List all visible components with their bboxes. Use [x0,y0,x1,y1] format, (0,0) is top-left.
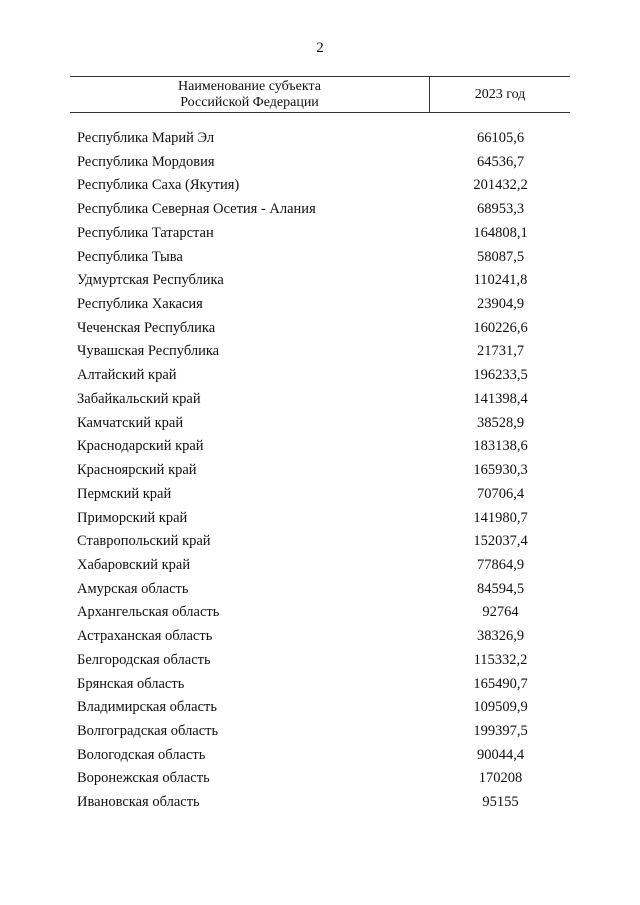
value-2023-cell: 152037,4 [473,533,528,550]
table-row [0,507,640,531]
value-2023-cell: 66105,6 [476,130,525,146]
value-2023-cell: 165930,3 [473,462,528,479]
table-row [0,649,640,673]
region-name-cell: Волгоградская область [77,722,219,739]
table-row [0,198,640,222]
table-row [0,435,640,459]
table-row [0,791,640,815]
value-2023-cell: 21731,7 [476,343,525,360]
table-row [0,222,640,246]
value-2023-cell: 38528,9 [476,414,525,431]
table-row [0,625,640,649]
value-2023-cell: 70706,4 [476,485,525,502]
table-row [0,673,640,697]
table-row [0,269,640,293]
region-name-header-line-2: Российской Федерации [180,95,319,110]
table-row [0,317,640,341]
region-name-cell: Амурская область [77,580,189,597]
value-2023-cell: 141980,7 [473,509,528,526]
value-2023-cell: 196233,5 [473,367,528,384]
table-row [0,174,640,198]
region-name-cell: Пермский край [77,485,172,502]
table-row [0,459,640,483]
value-2023-cell: 58087,5 [476,248,525,265]
value-2023-cell: 77864,9 [476,556,525,573]
value-2023-cell: 38326,9 [476,628,525,645]
region-name-header-line-1: Наименование субъекта [178,79,321,94]
table-row [0,554,640,578]
value-2023-cell: 109509,9 [473,699,528,716]
value-2023-cell: 95155 [482,794,519,811]
table-row [0,578,640,602]
region-name-cell: Республика Хакасия [77,296,203,313]
region-name-cell: Республика Северная Осетия - Алания [77,201,316,218]
value-2023-cell: 165490,7 [473,675,528,692]
table-row [0,744,640,768]
table-row [0,767,640,791]
value-2023-cell: 23904,9 [476,296,525,313]
region-name-cell: Красноярский край [77,462,197,479]
value-2023-cell: 160226,6 [473,319,528,336]
table-row [0,340,640,364]
region-name-cell: Владимирская область [77,699,217,716]
page-number: 2 [316,40,324,56]
value-2023-cell: 141398,4 [473,390,528,407]
value-2023-cell: 199397,5 [473,722,528,739]
value-2023-cell: 170208 [478,770,523,787]
table-row [0,127,640,151]
value-2023-cell: 92764 [482,604,519,621]
table-row [0,720,640,744]
value-2023-cell: 110241,8 [473,272,528,289]
table-row [0,151,640,175]
region-name-cell: Удмуртская Республика [77,272,224,289]
value-2023-cell: 115332,2 [473,651,528,668]
region-name-cell: Краснодарский край [77,438,204,455]
table-row [0,412,640,436]
region-name-cell: Вологодская область [77,746,206,763]
year-column-header: 2023 год [474,87,526,102]
table-row [0,601,640,625]
value-2023-cell: 64536,7 [476,153,525,170]
region-name-cell: Ивановская область [77,794,200,811]
value-2023-cell: 84594,5 [476,580,525,597]
table-body [0,127,640,815]
region-name-cell: Воронежская область [77,770,210,787]
table-header [70,76,570,113]
table-row [0,388,640,412]
table-row [0,483,640,507]
region-name-cell: Забайкальский край [77,390,201,407]
region-name-cell: Брянская область [77,675,185,692]
region-name-column-header [70,77,430,112]
region-name-cell: Ставропольский край [77,533,211,550]
region-name-cell: Чеченская Республика [77,319,216,336]
region-name-cell: Астраханская область [77,628,213,645]
region-name-cell: Алтайский край [77,367,177,384]
region-name-cell: Камчатский край [77,414,184,431]
region-name-cell: Белгородская область [77,651,211,668]
region-name-cell: Приморский край [77,509,188,526]
region-name-cell: Республика Марий Эл [77,130,215,146]
table-row [0,246,640,270]
value-2023-cell: 68953,3 [476,201,525,218]
region-name-cell: Хабаровский край [77,556,191,573]
region-name-cell: Республика Мордовия [77,153,215,170]
value-2023-cell: 183138,6 [473,438,528,455]
table-row [0,293,640,317]
table-row [0,364,640,388]
value-2023-cell: 201432,2 [473,177,528,194]
region-name-cell: Республика Татарстан [77,224,214,241]
region-name-cell: Республика Саха (Якутия) [77,177,240,194]
table-row [0,530,640,554]
region-name-cell: Архангельская область [77,604,220,621]
value-2023-cell: 164808,1 [473,224,528,241]
value-2023-cell: 90044,4 [476,746,525,763]
table-row [0,696,640,720]
region-name-cell: Чувашская Республика [77,343,220,360]
region-name-cell: Республика Тыва [77,248,183,265]
